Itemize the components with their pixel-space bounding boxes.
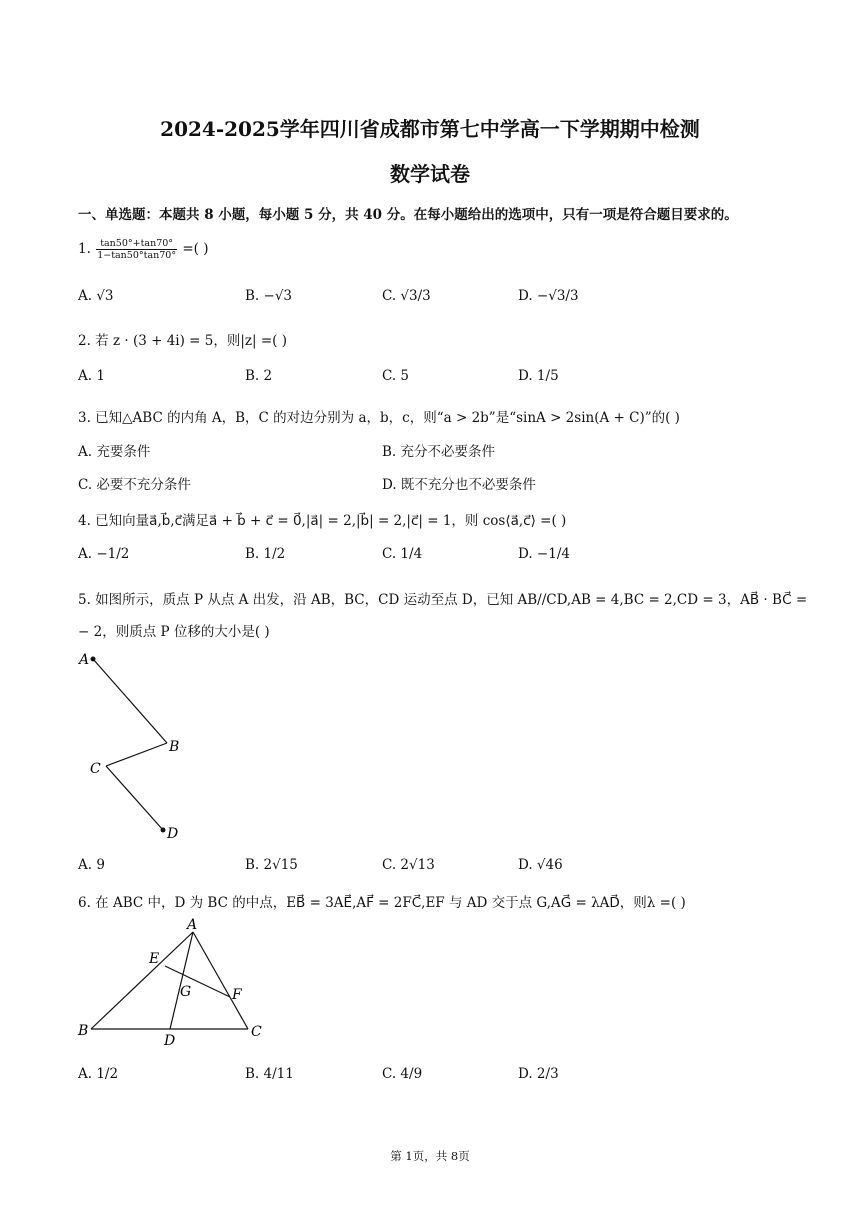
q6-triangle-figure (70, 912, 270, 1052)
q5-path-figure (70, 645, 210, 845)
q1-option-b: B. −√3 (245, 288, 293, 304)
q5-label-b: B (169, 739, 180, 755)
q1-option-c: C. √3/3 (382, 288, 431, 304)
exam-title: 2024-2025学年四川省成都市第七中学高一下学期期中检测 (160, 117, 700, 141)
q1-tail: =( ) (182, 241, 209, 257)
q3-option-a: A. 充要条件 (78, 444, 151, 460)
q6-label-b: B (78, 1023, 89, 1039)
q2-option-b: B. 2 (245, 368, 273, 384)
q6-option-c: C. 4/9 (382, 1066, 423, 1082)
q4-option-c: C. 1/4 (382, 546, 423, 562)
q6-option-d: D. 2/3 (518, 1066, 559, 1082)
section-heading: 一、单选题：本题共 8 小题，每小题 5 分，共 40 分。在每小题给出的选项中，只有一项是符合题目要求的。 (78, 207, 738, 223)
question-5-line-1: 5. 如图所示，质点 P 从点 A 出发，沿 AB，BC，CD 运动至点 D，已知 AB//CD,AB = 4,BC = 2,CD = 3，AB⃗ · BC⃗ = (78, 592, 808, 608)
q6-option-a: A. 1/2 (78, 1066, 119, 1082)
q6-label-e: E (149, 951, 160, 967)
q3-option-b: B. 充分不必要条件 (382, 444, 496, 460)
q1-option-a: A. √3 (78, 288, 114, 304)
question-1 (78, 238, 209, 261)
q5-option-a: A. 9 (78, 857, 105, 873)
q3-option-c: C. 必要不充分条件 (78, 477, 191, 493)
q3-option-d: D. 既不充分也不必要条件 (382, 477, 536, 493)
q6-label-c: C (251, 1024, 262, 1040)
q2-option-c: C. 5 (382, 368, 410, 384)
question-5-line-2: − 2，则质点 P 位移的大小是( ) (78, 624, 270, 640)
q5-option-d: D. √46 (518, 857, 563, 873)
q1-fraction (96, 238, 177, 261)
q5-label-d: D (167, 826, 179, 842)
q6-label-f: F (232, 987, 242, 1003)
q4-option-d: D. −1/4 (518, 546, 570, 562)
q5-option-b: B. 2√15 (245, 857, 298, 873)
question-6: 6. 在 ABC 中，D 为 BC 的中点，EB⃗ = 3AE⃗,AF⃗ = 2FC⃗,EF 与 AD 交于点 G,AG⃗ = λAD⃗，则λ =( ) (78, 895, 686, 911)
q1-number: 1. (78, 241, 91, 257)
q2-option-a: A. 1 (78, 368, 105, 384)
q1-option-d: D. −√3/3 (518, 288, 579, 304)
q2-option-d: D. 1/5 (518, 368, 559, 384)
q5-option-c: C. 2√13 (382, 857, 435, 873)
question-2: 2. 若 z · (3 + 4i) = 5，则|z| =( ) (78, 333, 287, 349)
q6-option-b: B. 4/11 (245, 1066, 294, 1082)
q6-label-a: A (187, 917, 198, 933)
question-3: 3. 已知△ABC 的内角 A，B，C 的对边分别为 a，b，c，则“a > 2b”是“sinA > 2sin(A + C)”的( ) (78, 410, 680, 426)
q5-label-c: C (90, 761, 101, 777)
q1-fraction-denominator: 1−tan50°tan70° (97, 250, 177, 261)
question-4: 4. 已知向量a⃗,b⃗,c⃗满足a⃗ + b⃗ + c⃗ = 0⃗,|a⃗| = 2,|b⃗| = 2,|c⃗| = 1，则 cos⟨a⃗,c⃗⟩ =( ) (78, 513, 567, 529)
q5-label-a: A (79, 652, 90, 668)
q4-option-a: A. −1/2 (78, 546, 130, 562)
q4-option-b: B. 1/2 (245, 546, 286, 562)
q6-label-g: G (180, 984, 192, 1000)
exam-subtitle: 数学试卷 (390, 162, 470, 186)
q1-fraction-numerator: tan50°+tan70° (96, 238, 177, 250)
q6-label-d: D (164, 1033, 176, 1049)
page-footer: 第 1页，共 8页 (390, 1149, 470, 1163)
